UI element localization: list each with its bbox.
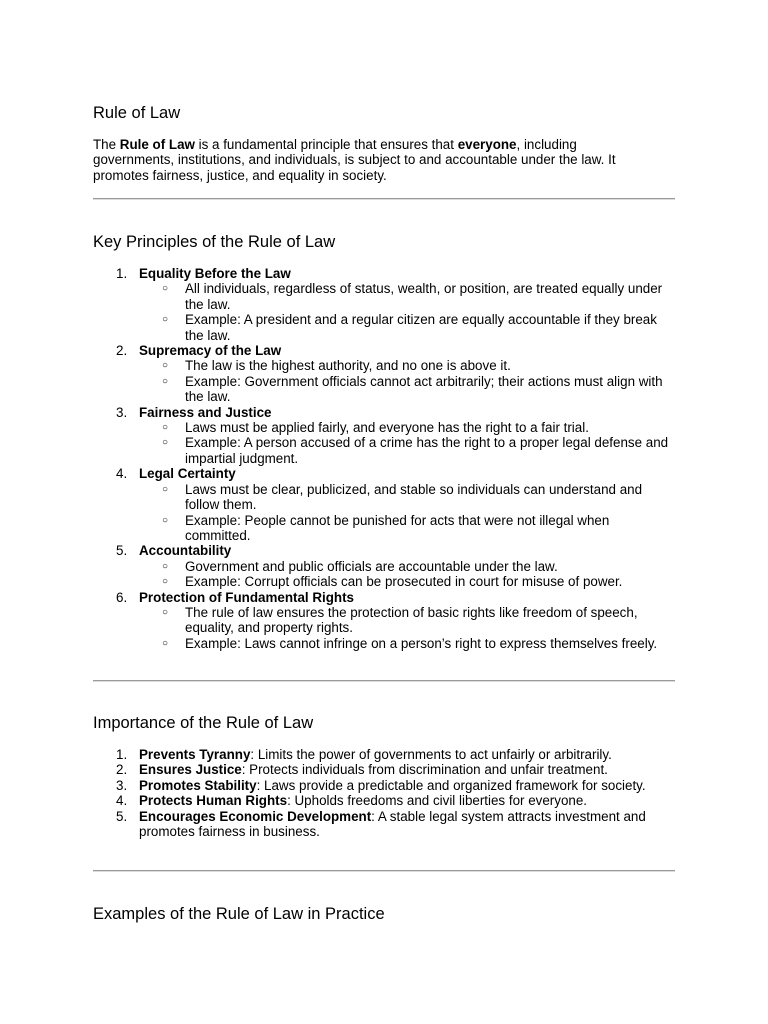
principle-title: Protection of Fundamental Rights <box>139 589 354 605</box>
importance-item <box>93 778 675 793</box>
importance-bold: Ensures Justice <box>139 762 242 778</box>
importance-number: 3. <box>116 777 128 793</box>
hollow-bullet-icon: ○ <box>162 314 169 326</box>
principle-item <box>93 590 675 652</box>
hollow-bullet-icon: ○ <box>162 437 169 449</box>
sub-item <box>139 574 675 589</box>
key-principles-list <box>93 266 675 651</box>
principle-title: Legal Certainty <box>139 466 236 482</box>
importance-list <box>93 747 675 839</box>
principle-number: 4. <box>116 466 128 482</box>
sub-item-text: Laws must be applied fairly, and everyone has the right to a fair trial. <box>185 420 589 436</box>
hollow-bullet-icon: ○ <box>162 637 169 649</box>
importance-heading: Importance of the Rule of Law <box>93 714 314 732</box>
sub-item-text: Example: Laws cannot infringe on a person’s right to express themselves freely. <box>185 635 658 651</box>
importance-text: : Laws provide a predictable and organized framework for society. <box>256 777 646 793</box>
principle-title: Accountability <box>139 543 232 559</box>
importance-text: : Upholds freedoms and civil liberties for everyone. <box>287 793 588 809</box>
principle-item <box>93 543 675 589</box>
principle-number: 6. <box>116 589 128 605</box>
importance-bold: Encourages Economic Development <box>139 808 372 824</box>
intro-bold-1: Rule of Law <box>119 137 195 152</box>
importance-item <box>93 793 675 808</box>
importance-item <box>93 809 699 840</box>
principle-item <box>93 466 675 543</box>
key-principles-heading: Key Principles of the Rule of Law <box>93 233 336 251</box>
importance-number: 5. <box>116 808 128 824</box>
divider-1 <box>93 198 675 200</box>
sub-item <box>139 358 675 373</box>
sub-item <box>139 513 675 544</box>
hollow-bullet-icon: ○ <box>162 576 169 588</box>
principle-item <box>93 266 675 343</box>
principle-sublist <box>139 559 675 590</box>
sub-item <box>139 636 675 651</box>
hollow-bullet-icon: ○ <box>162 283 169 295</box>
intro-paragraph <box>93 137 653 183</box>
sub-item-text: Laws must be clear, publicized, and stable so individuals can understand and follow them. <box>185 481 643 513</box>
principle-number: 3. <box>116 404 128 420</box>
sub-item-text: Example: People cannot be punished for acts that were not illegal when committed. <box>185 512 610 543</box>
sub-item <box>139 312 675 343</box>
sub-item-text: Example: Government officials cannot act arbitrarily; their actions must align with the law. <box>185 373 663 405</box>
sub-item-text: Example: A person accused of a crime has the right to a proper legal defense and impartial judgment. <box>185 435 669 466</box>
sub-item <box>139 482 675 513</box>
importance-bold: Promotes Stability <box>139 777 257 793</box>
sub-item <box>139 605 675 636</box>
sub-item-text: Example: A president and a regular citizen are equally accountable if they break the law. <box>185 312 657 343</box>
sub-item-text: The rule of law ensures the protection of basic rights like freedom of speech, equality, and property rights. <box>185 604 638 636</box>
importance-text: : Protects individuals from discrimination and unfair treatment. <box>241 762 608 778</box>
importance-bold: Protects Human Rights <box>139 793 288 809</box>
principle-sublist <box>139 482 675 544</box>
principle-sublist <box>139 281 675 343</box>
principle-number: 1. <box>116 266 128 281</box>
importance-bold: Prevents Tyranny <box>139 747 251 762</box>
sub-item <box>139 420 675 435</box>
hollow-bullet-icon: ○ <box>162 514 169 526</box>
sub-item <box>139 281 675 312</box>
principle-number: 5. <box>116 543 128 559</box>
hollow-bullet-icon: ○ <box>162 483 169 495</box>
divider-3 <box>93 870 675 872</box>
divider-2 <box>93 680 675 682</box>
page-title: Rule of Law <box>93 104 181 122</box>
sub-item-text: Example: Corrupt officials can be prosecuted in court for misuse of power. <box>185 574 623 590</box>
intro-text-1: The <box>93 137 120 152</box>
principle-item <box>93 343 675 405</box>
hollow-bullet-icon: ○ <box>162 422 169 434</box>
intro-text-2: is a fundamental principle that ensures that <box>194 137 458 152</box>
hollow-bullet-icon: ○ <box>162 375 169 387</box>
sub-item <box>139 559 675 574</box>
hollow-bullet-icon: ○ <box>162 606 169 618</box>
sub-item-text: Government and public officials are accountable under the law. <box>185 558 558 574</box>
principle-sublist <box>139 605 675 651</box>
importance-text: : A stable legal system attracts investment and promotes fairness in business. <box>139 808 646 840</box>
principle-number: 2. <box>116 343 128 359</box>
principle-title: Fairness and Justice <box>139 404 272 420</box>
intro-text-3: , including governments, institutions, and individuals, is subject to and accountable under the law. It promotes fairness, justice, and equality in society. <box>93 137 616 183</box>
importance-item <box>93 747 675 762</box>
sub-item-text: All individuals, regardless of status, wealth, or position, are treated equally under the law. <box>185 281 663 312</box>
examples-heading: Examples of the Rule of Law in Practice <box>93 905 385 923</box>
importance-number: 4. <box>116 793 128 809</box>
hollow-bullet-icon: ○ <box>162 560 169 572</box>
sub-item <box>139 435 675 466</box>
importance-item <box>93 762 675 777</box>
principle-title: Equality Before the Law <box>139 266 291 281</box>
sub-item-text: The law is the highest authority, and no one is above it. <box>185 358 511 374</box>
sub-item <box>139 374 675 405</box>
principle-title: Supremacy of the Law <box>139 343 282 359</box>
importance-number: 2. <box>116 762 128 778</box>
importance-text: : Limits the power of governments to act unfairly or arbitrarily. <box>250 747 612 762</box>
importance-number: 1. <box>116 747 128 762</box>
hollow-bullet-icon: ○ <box>162 360 169 372</box>
principle-sublist <box>139 420 675 466</box>
principle-item <box>93 405 675 467</box>
intro-bold-2: everyone <box>457 137 517 152</box>
principle-sublist <box>139 358 675 404</box>
